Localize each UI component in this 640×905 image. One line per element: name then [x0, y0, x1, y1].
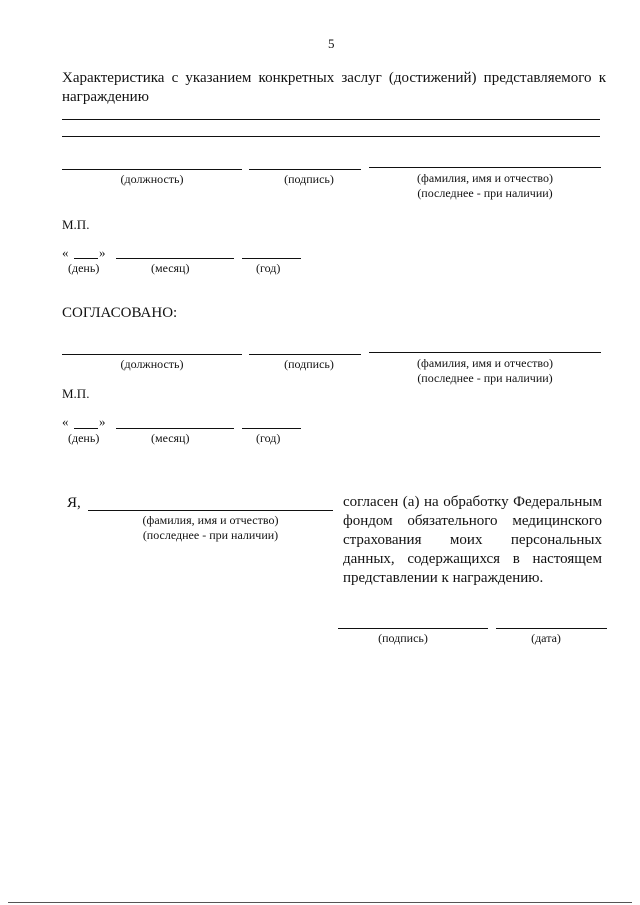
agreed-signature-caption: (подпись): [284, 357, 334, 371]
month-field[interactable]: [116, 258, 234, 259]
year-field[interactable]: [242, 258, 301, 259]
consent-date-caption: (дата): [531, 631, 561, 645]
agreed-day-caption: (день): [68, 431, 100, 445]
characteristic-blank-line-2[interactable]: [62, 136, 600, 137]
agreed-position-caption: (должность): [120, 357, 184, 371]
consent-text-line-5: представлении к награждению.: [343, 570, 544, 586]
consent-fio-caption-line2: (последнее - при наличии): [142, 528, 279, 542]
quote-close: »: [99, 245, 106, 260]
agreed-month-field[interactable]: [116, 428, 234, 429]
signature-caption: (подпись): [284, 172, 334, 186]
page-edge: [8, 902, 632, 903]
agreed-year-caption: (год): [256, 431, 281, 445]
agreed-quote-open: «: [62, 414, 69, 429]
consent-text-line-4: данных, содержащихся в настоящем: [343, 551, 602, 567]
agreed-fio-field[interactable]: [369, 352, 601, 353]
quote-open: «: [62, 245, 69, 260]
signature-field[interactable]: [249, 169, 361, 170]
consent-text-line-3: страхования моих персональных: [343, 532, 602, 548]
agreed-heading: СОГЛАСОВАНО:: [62, 305, 178, 321]
fio-field[interactable]: [369, 167, 601, 168]
consent-signature-caption: (подпись): [378, 631, 428, 645]
year-caption: (год): [256, 261, 281, 275]
characteristic-heading-line2: награждению: [62, 89, 149, 105]
consent-ya: Я,: [67, 495, 81, 511]
agreed-signature-field[interactable]: [249, 354, 361, 355]
fio-caption-line2: (последнее - при наличии): [417, 186, 553, 200]
day-field[interactable]: [74, 258, 98, 259]
agreed-quote-close: »: [99, 414, 106, 429]
consent-text-line-1: согласен (а) на обработку Федеральным: [343, 494, 602, 510]
agreed-fio-caption-line1: (фамилия, имя и отчество): [417, 356, 553, 370]
stamp-label: М.П.: [62, 217, 90, 232]
agreed-fio-caption-line2: (последнее - при наличии): [417, 371, 553, 385]
characteristic-heading-line1: Характеристика с указанием конкретных заслуг (достижений) представляемого к: [62, 70, 606, 86]
agreed-year-field[interactable]: [242, 428, 301, 429]
day-caption: (день): [68, 261, 100, 275]
consent-text-line-2: фондом обязательного медицинского: [343, 513, 602, 529]
agreed-month-caption: (месяц): [151, 431, 190, 445]
agreed-day-field[interactable]: [74, 428, 98, 429]
page-number: 5: [328, 36, 335, 51]
consent-date-field[interactable]: [496, 628, 607, 629]
position-caption: (должность): [120, 172, 184, 186]
characteristic-blank-line-1[interactable]: [62, 119, 600, 120]
agreed-stamp-label: М.П.: [62, 386, 90, 401]
consent-signature-field[interactable]: [338, 628, 488, 629]
agreed-position-field[interactable]: [62, 354, 242, 355]
consent-fio-field[interactable]: [88, 510, 333, 511]
month-caption: (месяц): [151, 261, 190, 275]
fio-caption-line1: (фамилия, имя и отчество): [417, 171, 553, 185]
position-field[interactable]: [62, 169, 242, 170]
consent-fio-caption-line1: (фамилия, имя и отчество): [142, 513, 279, 527]
